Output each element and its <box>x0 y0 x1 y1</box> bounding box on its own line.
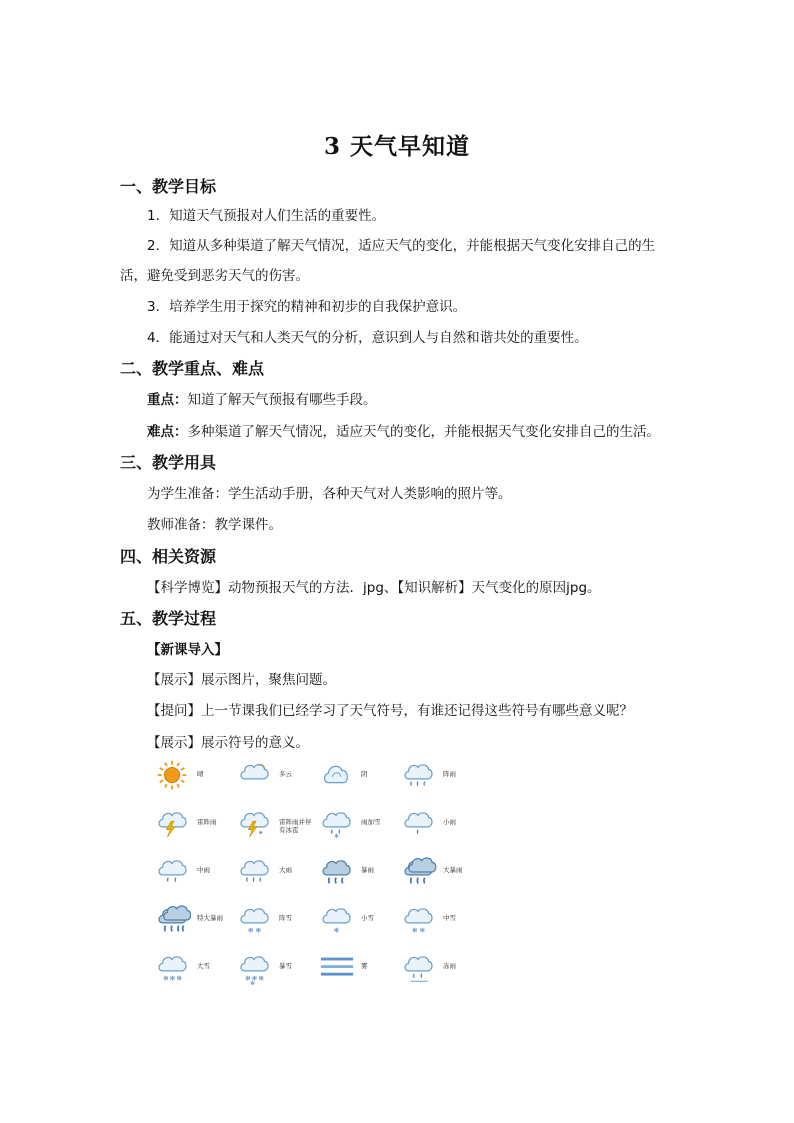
key-point-line <box>147 388 377 408</box>
light-rain-icon <box>401 806 437 842</box>
weather-symbol-item <box>319 854 399 894</box>
weather-symbol-item <box>155 806 235 846</box>
thunder-hail-icon <box>237 806 273 842</box>
process-line-3: 【展示】展示符号的意义。 <box>147 735 309 751</box>
section-heading-keypoints: 二、教学重点、难点 <box>120 359 265 378</box>
weather-symbol-label: 晴 <box>197 770 204 778</box>
goal-item-4: 4．能通过对天气和人类天气的分析，意识到人与自然和谐共处的重要性。 <box>147 330 588 346</box>
weather-symbol-item <box>237 902 317 942</box>
svg-text:✻: ✻ <box>169 974 176 983</box>
weather-symbol-label: 雷阵雨并伴 有冰雹 <box>279 818 312 834</box>
weather-symbol-label: 雨加雪 <box>361 818 381 826</box>
overcast-icon <box>319 758 355 794</box>
sun-icon <box>155 758 191 794</box>
page-title: 3 天气早知道 <box>323 133 470 160</box>
svg-text:✻: ✻ <box>176 974 182 983</box>
goal-item-1: 1．知道天气预报对人们生活的重要性。 <box>147 208 386 224</box>
student-prep-line: 为学生准备：学生活动手册，各种天气对人类影响的照片等。 <box>147 486 512 502</box>
weather-symbol-label: 阵雪 <box>279 914 292 922</box>
svg-text:✻: ✻ <box>251 974 258 983</box>
svg-text:✻: ✻ <box>419 926 426 935</box>
weather-symbol-label: 阵雨 <box>443 770 456 778</box>
heavy-snow-icon <box>155 950 191 986</box>
weather-symbol-label: 大暴雨 <box>443 866 463 874</box>
svg-text:✻: ✻ <box>163 974 169 983</box>
teacher-prep-line: 教师准备：教学课件。 <box>147 517 282 533</box>
weather-symbol-item <box>401 758 481 798</box>
difficulty-text: 多种渠道了解天气情况，适应天气的变化，并能根据天气变化安排自己的生活。 <box>187 424 660 440</box>
weather-symbol-item <box>319 950 399 990</box>
process-line-2: 【提问】上一节课我们已经学习了天气符号，有谁还记得这些符号有哪些意义呢？ <box>147 703 633 719</box>
shower-icon <box>401 758 437 794</box>
difficulty-line <box>147 420 660 440</box>
svg-text:✻: ✻ <box>255 926 262 935</box>
svg-text:✻: ✻ <box>247 926 254 935</box>
moderate-rain-icon <box>155 854 191 890</box>
weather-symbol-item <box>155 758 235 798</box>
svg-text:✻: ✻ <box>258 974 264 983</box>
goal-item-2b: 活，避免受到恶劣天气的伤害。 <box>120 268 309 284</box>
section-heading-tools: 三、教学用具 <box>120 453 217 472</box>
weather-symbol-item <box>401 950 481 990</box>
svg-text:✻: ✻ <box>333 926 340 935</box>
weather-symbol-label: 冻雨 <box>443 962 456 970</box>
weather-symbol-item <box>237 950 317 990</box>
heavy-rainstorm-icon <box>401 854 437 890</box>
extreme-rainstorm-icon <box>155 902 191 938</box>
partly-cloudy-icon <box>237 758 273 794</box>
goal-item-3: 3．培养学生用于探究的精神和初步的自我保护意识。 <box>147 299 467 315</box>
section-heading-goals: 一、教学目标 <box>120 177 217 196</box>
svg-text:✻: ✻ <box>245 974 251 983</box>
weather-symbol-item <box>319 902 399 942</box>
moderate-snow-icon <box>401 902 437 938</box>
weather-symbol-label: 雾 <box>361 962 368 970</box>
fog-icon <box>319 950 355 986</box>
new-lesson-intro-heading: 【新课导入】 <box>147 642 228 658</box>
weather-symbol-label: 中雪 <box>443 914 456 922</box>
weather-symbol-label: 中雨 <box>197 866 210 874</box>
rainstorm-icon <box>319 854 355 890</box>
difficulty-label: 难点： <box>147 424 188 440</box>
sleet-icon <box>319 806 355 842</box>
weather-symbol-item <box>319 806 399 846</box>
weather-symbol-label: 雷阵雨 <box>197 818 217 826</box>
weather-symbol-item <box>155 950 235 990</box>
weather-symbol-item <box>237 758 317 798</box>
weather-symbol-item <box>401 854 481 894</box>
weather-symbol-label: 小雨 <box>443 818 456 826</box>
weather-symbol-label: 大雪 <box>197 962 210 970</box>
freezing-rain-icon <box>401 950 437 986</box>
weather-symbol-label: 特大暴雨 <box>197 914 223 922</box>
thunderstorm-icon <box>155 806 191 842</box>
key-point-label: 重点： <box>147 392 188 408</box>
weather-symbol-item <box>237 854 317 894</box>
svg-text:✻: ✻ <box>334 834 339 841</box>
weather-symbol-item <box>401 902 481 942</box>
svg-text:✻: ✻ <box>411 926 418 935</box>
weather-symbol-label: 多云 <box>279 770 292 778</box>
process-line-1: 【展示】展示图片，聚焦问题。 <box>147 672 336 688</box>
blizzard-icon <box>237 950 273 986</box>
weather-symbol-label: 小雪 <box>361 914 374 922</box>
weather-symbol-item <box>401 806 481 846</box>
snow-shower-icon <box>237 902 273 938</box>
weather-symbol-label: 暴雪 <box>279 962 292 970</box>
key-point-text: 知道了解天气预报有哪些手段。 <box>187 392 377 408</box>
weather-symbol-item <box>237 806 317 846</box>
light-snow-icon <box>319 902 355 938</box>
resources-line: 【科学博览】动物预报天气的方法．jpg、【知识解析】天气变化的原因jpg。 <box>147 580 601 596</box>
weather-symbol-item <box>319 758 399 798</box>
section-heading-resources: 四、相关资源 <box>120 547 217 566</box>
svg-text:✻: ✻ <box>250 981 256 986</box>
weather-symbol-item <box>155 854 235 894</box>
section-heading-process: 五、教学过程 <box>120 609 217 628</box>
weather-symbols-figure <box>155 758 480 998</box>
weather-symbol-label: 大雨 <box>279 866 292 874</box>
weather-symbol-label: 阴 <box>361 770 368 778</box>
heavy-rain-icon <box>237 854 273 890</box>
goal-item-2a: 2．知道从多种渠道了解天气情况，适应天气的变化，并能根据天气变化安排自己的生 <box>147 238 656 254</box>
weather-symbol-label: 暴雨 <box>361 866 374 874</box>
weather-symbol-item <box>155 902 235 942</box>
